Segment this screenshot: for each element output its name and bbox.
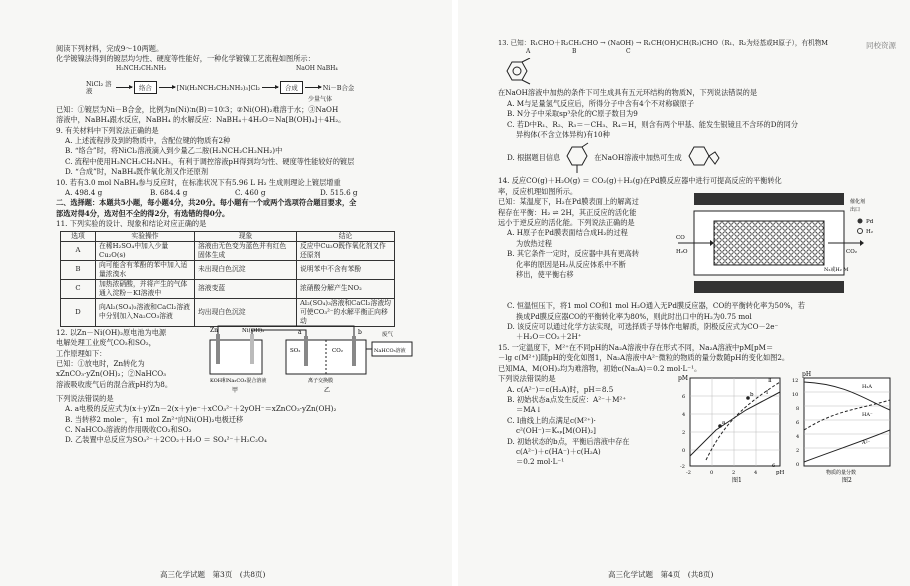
q14-option-b-2: 化率的原因是H₂从反应体系中不断 bbox=[516, 259, 626, 269]
table-row bbox=[61, 260, 395, 279]
q13-option-b: B. N分子中采取sp³杂化的C原子数目为9 bbox=[507, 109, 638, 119]
q14-known-3: 远小于逆反应的活化能。下列说法正确的是 bbox=[498, 218, 635, 228]
exam-page-4 bbox=[458, 0, 910, 586]
table-cell: 反应中Cu₂O既作氧化剂又作还原剂 bbox=[297, 241, 395, 260]
q10-option: D. 515.6 g bbox=[320, 188, 358, 198]
q9-option-d: D. “合成”时，NaBH₄既作氧化剂又作还原剂 bbox=[65, 167, 209, 177]
fig1-point-b: b bbox=[750, 392, 754, 399]
table-header: 选项 bbox=[61, 231, 96, 241]
material-text: 化学镀镍法得到的镀层均匀性、硬度等性能好，一种化学镀镍工艺流程如图所示： bbox=[56, 54, 315, 64]
q15-option-b-2: ＝MA↓ bbox=[516, 405, 542, 415]
flow-product: Ni－B合金 bbox=[322, 84, 355, 93]
fig1-xtick: 2 bbox=[732, 470, 736, 477]
flow-arrow bbox=[305, 87, 321, 88]
flow-arrow bbox=[262, 87, 278, 88]
fig2-xlabel: 物质的量分数 bbox=[826, 470, 857, 477]
q13-option-c: C. 若D中R₁、R₂、R₃＝－CH₃、R₄＝H，则含有两个甲基、能发生银镜且不含环的D的同分 bbox=[507, 119, 799, 129]
flow-reagent-en: H₂NCH₂CH₂NH₂ bbox=[116, 64, 167, 72]
q15-figures bbox=[676, 370, 894, 486]
q15-stem: 15. 一定温度下，M²⁺在不同pH的Na₂A溶液中存在形式不同，Na₂A溶液中pM[pM＝ bbox=[498, 342, 774, 352]
fig1-ytick: 2 bbox=[682, 430, 686, 437]
q14-known-1: 已知：某温度下，H₂在Pd膜表面上的解离过 bbox=[498, 197, 639, 207]
fig1-ytick: 6 bbox=[682, 394, 686, 401]
fig2-name: 图2 bbox=[842, 477, 852, 485]
fig14-co2: CO₂ bbox=[846, 249, 857, 256]
table-header-row bbox=[61, 231, 395, 241]
fig1-curve-2: Ⅱ bbox=[768, 378, 772, 385]
q14-known-2: 程存在平衡：H₂ ⇌ 2H，其正反应的活化能 bbox=[498, 207, 637, 217]
fig12-co2: CO₂ bbox=[332, 347, 343, 354]
fig14-pd: Pd bbox=[866, 219, 874, 226]
q14-stem: 14. 反应CO(g)＋H₂O(g) ＝ CO₂(g)＋H₂(g)在Pd膜反应器中进行可提高反应的平衡转化 bbox=[498, 176, 782, 186]
q15-option-d-3: ＝0.2 mol·L⁻¹ bbox=[516, 457, 565, 467]
q12-stem: 12. 以Zn－Ni(OH)₂原电池为电源 bbox=[56, 327, 167, 337]
table-cell: 加热浓硝酸，并将产生的气体通入淀粉－KI溶液中 bbox=[96, 279, 195, 298]
fig1-point-a: a bbox=[722, 420, 726, 427]
q9-option-a: A. 上述流程涉及到的物质中，含配位键的物质有2种 bbox=[65, 136, 231, 146]
page-footer: 高三化学试题 第3页 (共8页) bbox=[160, 570, 266, 579]
table-header: 实验操作 bbox=[96, 231, 195, 241]
q10-option: A. 498.4 g bbox=[65, 188, 103, 198]
fig14-co: CO bbox=[676, 235, 685, 242]
table-row bbox=[61, 279, 395, 298]
fig14-n2: N₂或H₂ M bbox=[824, 267, 849, 274]
q11-stem: 11. 下列实验的设计、现象和结论对应正确的是 bbox=[56, 219, 207, 229]
fig12-a-label: a bbox=[298, 328, 302, 336]
table-cell: 向可能含有苯酚的苯中加入适量浓溴水 bbox=[96, 260, 195, 279]
q15-block bbox=[498, 371, 894, 486]
fig12-b-label: b bbox=[358, 328, 362, 336]
fig12-membrane: 离子交换膜 bbox=[308, 377, 334, 384]
q12-stem-3: 工作原理如下： bbox=[56, 348, 107, 358]
known-1: 已知：①镀层为Ni－B合金，比例为n(Ni)∶n(B)＝10∶3；②Ni(OH)₂难溶于水；③NaOH bbox=[56, 104, 339, 114]
fig12-jia: 甲 bbox=[232, 386, 239, 394]
structure-d-left bbox=[560, 141, 594, 175]
q13-option-c-2: 异构体(不含立体异构)有10种 bbox=[516, 130, 610, 140]
q14-option-b-3: 移出，使平衡右移 bbox=[516, 270, 574, 280]
q14-option-b: B. 其它条件一定时，反应器中具有更高转 bbox=[507, 249, 640, 259]
fig1-xtick: 0 bbox=[710, 470, 714, 477]
fig2-ytick: 0 bbox=[796, 462, 800, 469]
fig14-sweep: 出口 bbox=[850, 207, 861, 214]
electrolysis-diagram bbox=[206, 322, 416, 394]
section-2-heading: 二、选择题：本题共5小题，每小题4分，共20分。每小题有一个或两个选项符合题目要求，全 bbox=[56, 198, 357, 208]
q14-option-c-2: 换成Pd膜反应器CO的平衡转化率为80%，则此时出口中的H₂为0.75 mol bbox=[516, 311, 752, 321]
fig12-ni-label: Ni(OH)₂ bbox=[242, 327, 265, 334]
fig1-curve-1: Ⅰ bbox=[766, 390, 769, 397]
table-cell: 在稀H₂SO₄中加入少量Cu₂O(s) bbox=[96, 241, 195, 260]
fig14-h2o: H₂O bbox=[676, 249, 688, 256]
fig12-gas: 废气 bbox=[382, 331, 394, 338]
table-cell: Al₂(SO₄)₃溶液和CaCl₂溶液均可使CO₃²⁻的水解平衡正向移动 bbox=[297, 298, 395, 326]
q14-option-d-2: ＋H₂O＝CO₂＋2H⁺ bbox=[516, 332, 582, 342]
q12-known-2: xZnCO₃·yZn(OH)₂；②NaHCO₃ bbox=[56, 369, 167, 379]
fig12-yi: 乙 bbox=[324, 386, 331, 394]
q9-option-b: B. “络合”时，将NiCl₂溶液滴入到少量乙二胺(H₂NCH₂CH₂NH₂)中 bbox=[65, 146, 283, 156]
fig1-xtick: 6 bbox=[772, 463, 776, 470]
q15-option-a: A. c(A²⁻)＝c(H₂A)时，pH＝8.5 bbox=[507, 384, 614, 394]
fig12-zn-label: Zn bbox=[210, 326, 219, 334]
q15-option-d: D. 初始状态的b点，平衡后溶液中存在 bbox=[507, 436, 630, 446]
fig1-xtick: 4 bbox=[754, 470, 758, 477]
q13-letter: B bbox=[572, 48, 577, 56]
flow-reagent-naoh: NaOH NaBH₄ bbox=[296, 64, 338, 72]
fig1-xlabel: pH bbox=[776, 470, 785, 477]
fig1-ytick: -2 bbox=[680, 464, 685, 471]
q13-option-d-text-2: 在NaOH溶液中加热可生成 bbox=[594, 153, 682, 163]
q12-block bbox=[56, 328, 438, 394]
table-header: 现象 bbox=[195, 231, 297, 241]
q12-known-3: 溶液吸收废气后的混合液pH约为8。 bbox=[56, 379, 173, 389]
q15-option-c: C. Ⅰ曲线上的点满足c(M²⁺)· bbox=[507, 415, 596, 425]
fig2-series-2: HA⁻ bbox=[862, 412, 873, 419]
table-cell: 溶液由无色变为蓝色并有红色固体生成 bbox=[195, 241, 297, 260]
section-2-heading-cont: 部选对得4分，选对但不全的得2分，有选错的得0分。 bbox=[56, 208, 230, 218]
fig14-cat: 催化剂 bbox=[850, 199, 866, 206]
fig2-ytick: 2 bbox=[796, 448, 800, 455]
q14-option-c: C. 恒温恒压下，将1 mol CO和1 mol H₂O通入无Pd膜反应器，CO的平衡转化率为50%，若 bbox=[507, 301, 805, 311]
fig2-ytick: 6 bbox=[796, 420, 800, 427]
fig1-ytick: 0 bbox=[682, 448, 686, 455]
table-cell: 说明苯中不含有苯酚 bbox=[297, 260, 395, 279]
exam-page-3 bbox=[0, 0, 452, 586]
fig12-electrolyte: KOH和Na₂CO₃混合溶液 bbox=[210, 377, 267, 384]
q14-block bbox=[498, 197, 894, 301]
structure-m bbox=[498, 58, 538, 88]
table-cell: 均出现白色沉淀 bbox=[195, 298, 297, 326]
flow-arrow bbox=[116, 87, 132, 88]
table-header: 结论 bbox=[297, 231, 395, 241]
q13-option-a: A. M与足量氢气反应后，所得分子中含有4个不对称碳原子 bbox=[507, 98, 695, 108]
fig2-series-1: H₂A bbox=[862, 384, 872, 391]
q12-option-a: A. a电极的反应式为(x＋y)Zn－2(x＋y)e⁻＋xCO₃²⁻＋2yOH⁻＝xZnCO₃·yZn(OH)₂ bbox=[65, 404, 337, 414]
fig2-ylabel: pH bbox=[802, 371, 812, 379]
table-cell: 向Al₂(SO₄)₃溶液和CaCl₂溶液中分别加入Na₂CO₃溶液 bbox=[96, 298, 195, 326]
q10-option: B. 684.4 g bbox=[150, 188, 188, 198]
q9-stem: 9. 有关材料中下列说法正确的是 bbox=[56, 125, 159, 135]
table-cell: B bbox=[61, 260, 96, 279]
flow-gas: 少量气体 bbox=[308, 95, 333, 103]
q13-letters bbox=[498, 48, 894, 58]
q12-prompt: 下列说法错误的是 bbox=[56, 393, 114, 403]
fig1-ylabel: pM bbox=[678, 375, 688, 383]
q13-stem-2: 在NaOH溶液中加热的条件下可生成具有五元环结构的物质N，下列说法错误的是 bbox=[498, 88, 758, 98]
q15-stem-2: －lg c(M²⁺)]随pH的变化如图1，Na₂A溶液中A²⁻微粒的物质的量分数随pH的变化如图2。 bbox=[498, 353, 790, 363]
flow-step-synth: 合成 bbox=[280, 81, 303, 94]
q14-option-d: D. 该反应可以通过化学方法实现，可选择质子导体作电解质，阴极反应式为CO－2e⁻ bbox=[507, 322, 779, 332]
table-cell: A bbox=[61, 241, 96, 260]
fig1-ytick: 4 bbox=[682, 412, 686, 419]
fig12-nahco3: NaHCO₃溶液 bbox=[374, 347, 406, 354]
table-cell: 未出现白色沉淀 bbox=[195, 260, 297, 279]
table-cell: 浓硝酸分解产生NO₂ bbox=[297, 279, 395, 298]
q11-table bbox=[60, 231, 395, 327]
q13-letter: A bbox=[526, 48, 531, 56]
fig2-ytick: 10 bbox=[792, 392, 799, 399]
flow-arrow bbox=[159, 87, 175, 88]
q12-option-d: D. 乙装置中总反应为SO₃²⁻＋2CO₂＋H₂O ＝ SO₄²⁻＋H₂C₂O₄ bbox=[65, 435, 267, 445]
table-cell: D bbox=[61, 298, 96, 326]
q15-option-b: B. 初始状态a点发生反应：A²⁻＋M²⁺ bbox=[507, 394, 627, 404]
q15-stem-3: 已知MA、M(OH)₂均为难溶物，初始c(Na₂A)＝0.2 mol·L⁻¹。 bbox=[498, 363, 702, 373]
fig12-so2: SO₂ bbox=[290, 347, 301, 354]
pd-membrane-reactor-diagram bbox=[674, 189, 894, 297]
table-row bbox=[61, 241, 395, 260]
q12-option-b: B. 当转移2 mole⁻，有1 mol Zn²⁺向Ni(OH)₂电极迁移 bbox=[65, 414, 244, 424]
q10-options bbox=[56, 188, 438, 198]
q14-stem-2: 率，反应机理如图所示。 bbox=[498, 186, 578, 196]
q14-option-a-2: 为放热过程 bbox=[516, 238, 552, 248]
fig1-name: 图1 bbox=[732, 477, 742, 485]
fig2-ytick: 8 bbox=[796, 406, 800, 413]
intro-text: 阅读下列材料，完成9～10两题。 bbox=[56, 44, 164, 53]
page-footer: 高三化学试题 第4页 (共8页) bbox=[608, 570, 714, 579]
watermark-stamp: 同校资源 bbox=[866, 41, 896, 50]
structure-d-right bbox=[682, 141, 722, 175]
known-2: 溶液中，NaBH₄跟水反应，NaBH₄ 的水解反应：NaBH₄＋4H₂O＝Na[B(OH)₄]＋4H₂。 bbox=[56, 115, 346, 125]
q12-stem-2: 电解处理工业废气CO₂和SO₂， bbox=[56, 338, 156, 348]
q13-letter: C bbox=[626, 48, 631, 56]
flow-step-complex: 络合 bbox=[134, 81, 157, 94]
table-cell: 溶液变蓝 bbox=[195, 279, 297, 298]
flow-start: NiCl₂ 溶液 bbox=[86, 79, 112, 95]
fig2-ytick: 4 bbox=[796, 434, 800, 441]
process-flow bbox=[86, 65, 438, 105]
q13-stem: 13. 已知：R₁CHO＋R₂CH₂CHO → (NaOH) → R₁CH(OH)CH(R₂)CHO（R₁、R₂为烃基或H原子），有机物M bbox=[498, 39, 829, 47]
flow-middle: [Ni(H₂NCH₂CH₂NH₂)₃]Cl₂ bbox=[176, 83, 260, 92]
fig1-xtick: -2 bbox=[686, 470, 691, 477]
q10-stem: 10. 若有3.0 mol NaBH₄参与反应时，在标准状况下有5.96 L H₂ 生成则理论上镀层增重 bbox=[56, 177, 341, 187]
fig14-h2: H₂ bbox=[866, 229, 874, 236]
q13-option-d-text: D. 根据题目信息 bbox=[507, 153, 561, 163]
q12-known-1: 已知：①放电时，Zn转化为 bbox=[56, 358, 145, 368]
q15-option-d-2: c(A²⁻)＋c(HA⁻)＋c(H₂A) bbox=[516, 446, 601, 456]
q9-option-c: C. 流程中使用H₂NCH₂CH₂NH₂，有利于调控溶液pH得到均匀性、硬度等性能较好的镀层 bbox=[65, 156, 355, 166]
q14-option-a: A. H原子在Pd膜表面结合成H₂的过程 bbox=[507, 228, 628, 238]
table-cell: C bbox=[61, 279, 96, 298]
q15-option-c-2: c²(OH⁻)＝Kₛₚ[M(OH)₂] bbox=[516, 426, 596, 436]
fig2-series-3: A²⁻ bbox=[862, 440, 871, 447]
fig2-ytick: 12 bbox=[792, 378, 799, 385]
q13-option-d bbox=[498, 140, 894, 176]
q15-prompt: 下列说法错误的是 bbox=[498, 374, 556, 384]
q10-option: C. 460 g bbox=[235, 188, 266, 198]
q12-option-c: C. NaHCO₃溶液的作用吸收CO₂和SO₂ bbox=[65, 424, 192, 434]
